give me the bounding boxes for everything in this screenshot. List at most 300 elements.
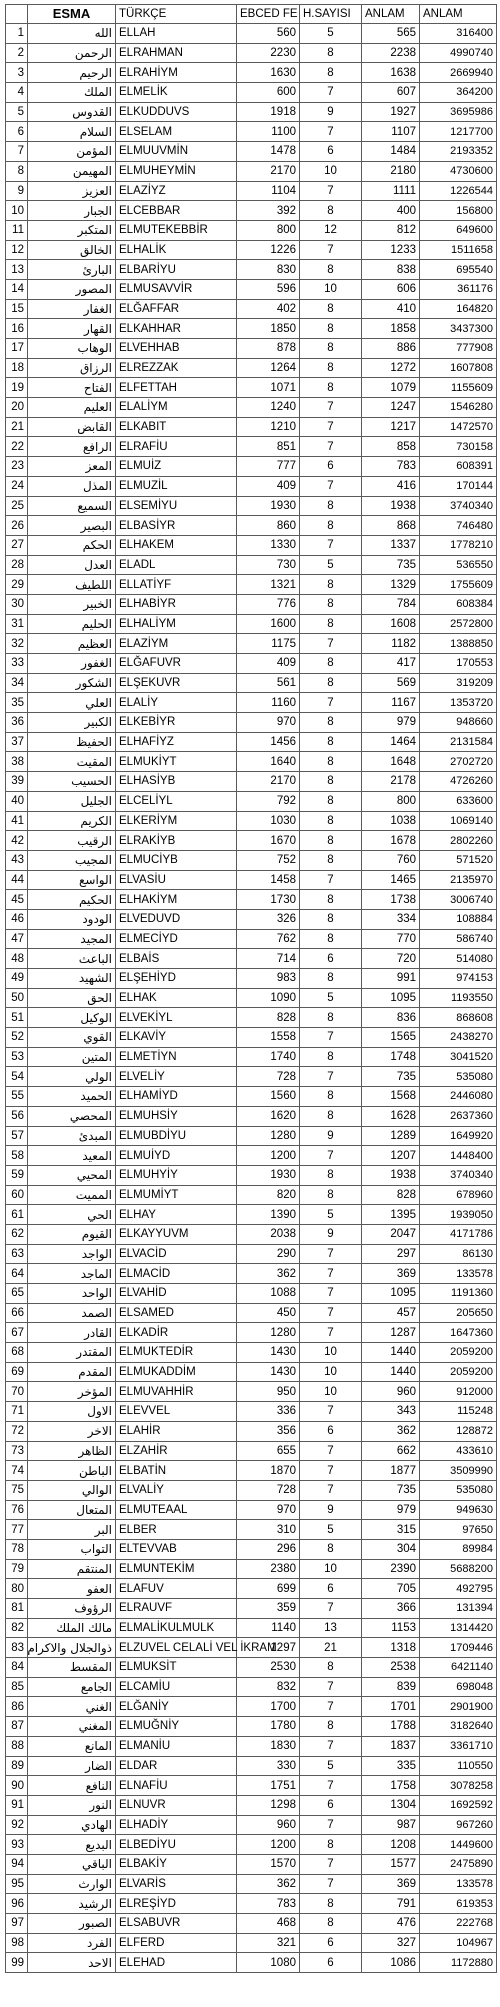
anlam-product: 649600	[420, 220, 497, 240]
turkish-name: ELMUVAHHİR	[116, 1382, 237, 1402]
table-row	[6, 988, 497, 1008]
ebced-value: 2170	[237, 772, 300, 792]
letter-count: 8	[300, 1539, 362, 1559]
ebced-value: 1240	[237, 398, 300, 418]
letter-count: 8	[300, 260, 362, 280]
anlam-product: 86130	[420, 1244, 497, 1264]
row-number: 32	[6, 634, 28, 654]
table-row	[6, 949, 497, 969]
anlam-product: 3006740	[420, 890, 497, 910]
table-row	[6, 752, 497, 772]
arabic-name: المؤمن	[28, 142, 116, 162]
anlam-product: 492795	[420, 1579, 497, 1599]
row-number: 28	[6, 555, 28, 575]
arabic-name: الباقي	[28, 1854, 116, 1874]
table-row	[6, 1284, 497, 1304]
ebced-value: 1226	[237, 240, 300, 260]
table-row	[6, 1323, 497, 1343]
row-number: 30	[6, 594, 28, 614]
ebced-value: 1600	[237, 614, 300, 634]
table-row	[6, 1776, 497, 1796]
anlam-product: 1155609	[420, 378, 497, 398]
arabic-name: الفتاح	[28, 378, 116, 398]
ebced-value: 776	[237, 594, 300, 614]
letter-count: 8	[300, 1008, 362, 1028]
table-row	[6, 831, 497, 851]
arabic-name: المقتدر	[28, 1343, 116, 1363]
ebced-value: 1630	[237, 63, 300, 83]
table-row	[6, 83, 497, 103]
arabic-name: السميع	[28, 496, 116, 516]
row-number: 71	[6, 1402, 28, 1422]
row-number: 39	[6, 772, 28, 792]
anlam-value: 335	[362, 1756, 420, 1776]
arabic-name: الحسيب	[28, 772, 116, 792]
arabic-name: الجليل	[28, 791, 116, 811]
arabic-name: مالك الملك	[28, 1618, 116, 1638]
row-number: 86	[6, 1697, 28, 1717]
letter-count: 9	[300, 102, 362, 122]
letter-count: 7	[300, 1402, 362, 1422]
row-number: 76	[6, 1500, 28, 1520]
table-row	[6, 1933, 497, 1953]
table-row	[6, 673, 497, 693]
ebced-value: 1670	[237, 831, 300, 851]
ebced-value: 1297	[237, 1638, 300, 1658]
letter-count: 8	[300, 929, 362, 949]
ebced-value: 1930	[237, 496, 300, 516]
turkish-name: ELTEVVAB	[116, 1539, 237, 1559]
table-row	[6, 1382, 497, 1402]
ebced-value: 832	[237, 1677, 300, 1697]
letter-count: 7	[300, 1146, 362, 1166]
anlam-product: 2438270	[420, 1028, 497, 1048]
anlam-value: 1758	[362, 1776, 420, 1796]
anlam-product: 608384	[420, 594, 497, 614]
turkish-name: ELFERD	[116, 1933, 237, 1953]
anlam-value: 1095	[362, 1284, 420, 1304]
row-number: 26	[6, 516, 28, 536]
letter-count: 8	[300, 772, 362, 792]
turkish-name: ELVACİD	[116, 1244, 237, 1264]
anlam-value: 979	[362, 713, 420, 733]
table-row	[6, 1461, 497, 1481]
anlam-value: 886	[362, 339, 420, 359]
row-number: 83	[6, 1638, 28, 1658]
table-row	[6, 1736, 497, 1756]
table-row	[6, 1303, 497, 1323]
turkish-name: ELKADİR	[116, 1323, 237, 1343]
table-row	[6, 654, 497, 674]
turkish-name: ELAZİYM	[116, 634, 237, 654]
ebced-value: 1751	[237, 1776, 300, 1796]
letter-count: 7	[300, 1303, 362, 1323]
arabic-name: الهادي	[28, 1815, 116, 1835]
table-row	[6, 161, 497, 181]
anlam-value: 416	[362, 476, 420, 496]
row-number: 72	[6, 1421, 28, 1441]
ebced-value: 950	[237, 1382, 300, 1402]
arabic-name: الاحد	[28, 1953, 116, 1973]
row-number: 40	[6, 791, 28, 811]
table-row	[6, 1638, 497, 1658]
arabic-name: الله	[28, 24, 116, 44]
turkish-name: ELCELİYL	[116, 791, 237, 811]
header-anlam: ANLAM	[362, 5, 420, 24]
turkish-name: ELVALİY	[116, 1480, 237, 1500]
turkish-name: ELMUĞNİY	[116, 1717, 237, 1737]
anlam-product: 170553	[420, 654, 497, 674]
table-row	[6, 693, 497, 713]
ebced-value: 1558	[237, 1028, 300, 1048]
letter-count: 8	[300, 1087, 362, 1107]
arabic-name: المعيد	[28, 1146, 116, 1166]
letter-count: 9	[300, 1224, 362, 1244]
letter-count: 7	[300, 1736, 362, 1756]
ebced-value: 596	[237, 279, 300, 299]
arabic-name: الصبور	[28, 1914, 116, 1934]
turkish-name: ELMUİYD	[116, 1146, 237, 1166]
letter-count: 6	[300, 457, 362, 477]
table-row	[6, 457, 497, 477]
row-number: 23	[6, 457, 28, 477]
table-row	[6, 1795, 497, 1815]
arabic-name: المذل	[28, 476, 116, 496]
anlam-product: 156800	[420, 201, 497, 221]
anlam-product: 1448400	[420, 1146, 497, 1166]
table-row	[6, 614, 497, 634]
row-number: 84	[6, 1658, 28, 1678]
turkish-name: ELVAHİD	[116, 1284, 237, 1304]
turkish-name: ELHAMİYD	[116, 1087, 237, 1107]
anlam-value: 1272	[362, 358, 420, 378]
row-number: 47	[6, 929, 28, 949]
ebced-value: 1175	[237, 634, 300, 654]
table-row	[6, 339, 497, 359]
row-number: 19	[6, 378, 28, 398]
arabic-name: الحق	[28, 988, 116, 1008]
turkish-name: ELBEDİYU	[116, 1835, 237, 1855]
letter-count: 8	[300, 516, 362, 536]
anlam-product: 115248	[420, 1402, 497, 1422]
anlam-product: 535080	[420, 1067, 497, 1087]
table-row	[6, 1559, 497, 1579]
turkish-name: ELKAVİY	[116, 1028, 237, 1048]
ebced-value: 728	[237, 1067, 300, 1087]
ebced-value: 402	[237, 299, 300, 319]
row-number: 50	[6, 988, 28, 1008]
anlam-product: 133578	[420, 1874, 497, 1894]
anlam-value: 783	[362, 457, 420, 477]
arabic-name: الواحد	[28, 1284, 116, 1304]
arabic-name: الغفور	[28, 654, 116, 674]
arabic-name: الغني	[28, 1697, 116, 1717]
letter-count: 7	[300, 1480, 362, 1500]
letter-count: 5	[300, 1520, 362, 1540]
turkish-name: ELBASİYR	[116, 516, 237, 536]
header-esma: ESMA	[28, 5, 116, 24]
anlam-product: 3361710	[420, 1736, 497, 1756]
arabic-name: الاول	[28, 1402, 116, 1422]
arabic-name: الغفار	[28, 299, 116, 319]
row-number: 16	[6, 319, 28, 339]
table-row	[6, 890, 497, 910]
anlam-value: 1927	[362, 102, 420, 122]
row-number: 46	[6, 909, 28, 929]
anlam-value: 1304	[362, 1795, 420, 1815]
turkish-name: ELBAİS	[116, 949, 237, 969]
anlam-product: 319209	[420, 673, 497, 693]
anlam-product: 133578	[420, 1264, 497, 1284]
table-row	[6, 1185, 497, 1205]
ebced-value: 1080	[237, 1953, 300, 1973]
letter-count: 7	[300, 870, 362, 890]
table-row	[6, 201, 497, 221]
turkish-name: ELRAHİYM	[116, 63, 237, 83]
ebced-value: 1700	[237, 1697, 300, 1717]
letter-count: 8	[300, 201, 362, 221]
table-row	[6, 1441, 497, 1461]
turkish-name: ELKAHHAR	[116, 319, 237, 339]
arabic-name: المصور	[28, 279, 116, 299]
anlam-value: 1628	[362, 1106, 420, 1126]
turkish-name: ELVASİU	[116, 870, 237, 890]
letter-count: 10	[300, 279, 362, 299]
anlam-value: 858	[362, 437, 420, 457]
letter-count: 7	[300, 1323, 362, 1343]
arabic-name: المحصي	[28, 1106, 116, 1126]
table-row	[6, 1539, 497, 1559]
anlam-product: 571520	[420, 850, 497, 870]
anlam-product: 2802260	[420, 831, 497, 851]
ebced-value: 752	[237, 850, 300, 870]
row-number: 9	[6, 181, 28, 201]
letter-count: 8	[300, 339, 362, 359]
ebced-value: 409	[237, 476, 300, 496]
anlam-value: 979	[362, 1500, 420, 1520]
anlam-product: 2475890	[420, 1854, 497, 1874]
table-row	[6, 535, 497, 555]
letter-count: 8	[300, 831, 362, 851]
ebced-value: 1560	[237, 1087, 300, 1107]
table-body	[6, 24, 497, 1973]
letter-count: 8	[300, 1658, 362, 1678]
anlam-value: 2238	[362, 43, 420, 63]
ebced-value: 1620	[237, 1106, 300, 1126]
anlam-value: 991	[362, 969, 420, 989]
row-number: 60	[6, 1185, 28, 1205]
arabic-name: الكبير	[28, 713, 116, 733]
anlam-value: 569	[362, 673, 420, 693]
row-number: 7	[6, 142, 28, 162]
arabic-name: الجبار	[28, 201, 116, 221]
anlam-product: 698048	[420, 1677, 497, 1697]
ebced-value: 970	[237, 1500, 300, 1520]
row-number: 10	[6, 201, 28, 221]
ebced-value: 1390	[237, 1205, 300, 1225]
turkish-name: ELADL	[116, 555, 237, 575]
anlam-product: 364200	[420, 83, 497, 103]
ebced-value: 1280	[237, 1323, 300, 1343]
arabic-name: الرزاق	[28, 358, 116, 378]
table-row	[6, 1815, 497, 1835]
row-number: 73	[6, 1441, 28, 1461]
turkish-name: ELBATİN	[116, 1461, 237, 1481]
table-row	[6, 1579, 497, 1599]
arabic-name: الفرد	[28, 1933, 116, 1953]
arabic-name: العظيم	[28, 634, 116, 654]
anlam-value: 1111	[362, 181, 420, 201]
anlam-value: 838	[362, 260, 420, 280]
row-number: 89	[6, 1756, 28, 1776]
table-row	[6, 575, 497, 595]
arabic-name: الحليم	[28, 614, 116, 634]
arabic-name: العفو	[28, 1579, 116, 1599]
row-number: 54	[6, 1067, 28, 1087]
row-number: 4	[6, 83, 28, 103]
anlam-value: 1565	[362, 1028, 420, 1048]
anlam-product: 128872	[420, 1421, 497, 1441]
anlam-product: 868608	[420, 1008, 497, 1028]
ebced-value: 2530	[237, 1658, 300, 1678]
turkish-name: ELMALİKULMULK	[116, 1618, 237, 1638]
ebced-value: 362	[237, 1264, 300, 1284]
row-number: 1	[6, 24, 28, 44]
anlam-value: 476	[362, 1914, 420, 1934]
table-row	[6, 358, 497, 378]
anlam-product: 4990740	[420, 43, 497, 63]
ebced-value: 359	[237, 1599, 300, 1619]
row-number: 21	[6, 417, 28, 437]
row-number: 95	[6, 1874, 28, 1894]
turkish-name: ELALİYM	[116, 398, 237, 418]
row-number: 33	[6, 654, 28, 674]
anlam-product: 1511658	[420, 240, 497, 260]
letter-count: 8	[300, 1894, 362, 1914]
anlam-value: 1788	[362, 1717, 420, 1737]
turkish-name: ELLATİYF	[116, 575, 237, 595]
anlam-product: 1217700	[420, 122, 497, 142]
table-row	[6, 260, 497, 280]
turkish-name: ELKAYYUVM	[116, 1224, 237, 1244]
row-number: 37	[6, 732, 28, 752]
arabic-name: الواجد	[28, 1244, 116, 1264]
anlam-product: 222768	[420, 1914, 497, 1934]
anlam-product: 89984	[420, 1539, 497, 1559]
letter-count: 8	[300, 969, 362, 989]
anlam-product: 361176	[420, 279, 497, 299]
row-number: 8	[6, 161, 28, 181]
arabic-name: الخبير	[28, 594, 116, 614]
arabic-name: الحكيم	[28, 890, 116, 910]
row-number: 18	[6, 358, 28, 378]
row-number: 17	[6, 339, 28, 359]
turkish-name: ELDAR	[116, 1756, 237, 1776]
ebced-value: 1870	[237, 1461, 300, 1481]
turkish-name: ELHALİYM	[116, 614, 237, 634]
turkish-name: ELMUCİYB	[116, 850, 237, 870]
anlam-product: 1607808	[420, 358, 497, 378]
letter-count: 8	[300, 713, 362, 733]
arabic-name: المجيب	[28, 850, 116, 870]
arabic-name: الملك	[28, 83, 116, 103]
anlam-product: 1939050	[420, 1205, 497, 1225]
anlam-value: 1233	[362, 240, 420, 260]
anlam-value: 720	[362, 949, 420, 969]
turkish-name: ELMUKİYT	[116, 752, 237, 772]
row-number: 96	[6, 1894, 28, 1914]
ebced-value: 468	[237, 1914, 300, 1934]
row-number: 66	[6, 1303, 28, 1323]
anlam-product: 1193550	[420, 988, 497, 1008]
row-number: 82	[6, 1618, 28, 1638]
ebced-value: 1100	[237, 122, 300, 142]
row-number: 5	[6, 102, 28, 122]
arabic-name: القدوس	[28, 102, 116, 122]
turkish-name: ELLAH	[116, 24, 237, 44]
table-row	[6, 181, 497, 201]
arabic-name: الاخر	[28, 1421, 116, 1441]
turkish-name: ELAZİYZ	[116, 181, 237, 201]
turkish-name: ELBAKİY	[116, 1854, 237, 1874]
header-ebced: EBCED FE	[237, 5, 300, 24]
arabic-name: التواب	[28, 1539, 116, 1559]
arabic-name: الحكم	[28, 535, 116, 555]
arabic-name: المانع	[28, 1736, 116, 1756]
table-row	[6, 1894, 497, 1914]
turkish-name: ELMUKTEDİR	[116, 1343, 237, 1363]
ebced-value: 728	[237, 1480, 300, 1500]
turkish-name: ELMUİZ	[116, 457, 237, 477]
anlam-product: 4171786	[420, 1224, 497, 1244]
turkish-name: ELHAY	[116, 1205, 237, 1225]
anlam-value: 1938	[362, 496, 420, 516]
table-row	[6, 240, 497, 260]
row-number: 62	[6, 1224, 28, 1244]
row-number: 31	[6, 614, 28, 634]
anlam-value: 1464	[362, 732, 420, 752]
table-row	[6, 1047, 497, 1067]
arabic-name: النور	[28, 1795, 116, 1815]
row-number: 14	[6, 279, 28, 299]
turkish-name: ELZUVEL CELALİ VEL İKRAM	[116, 1638, 237, 1658]
table-row	[6, 594, 497, 614]
letter-count: 7	[300, 535, 362, 555]
letter-count: 6	[300, 1933, 362, 1953]
turkish-name: ELMUBDİYU	[116, 1126, 237, 1146]
ebced-value: 1830	[237, 1736, 300, 1756]
ebced-value: 1088	[237, 1284, 300, 1304]
arabic-name: البر	[28, 1520, 116, 1540]
arabic-name: المقدم	[28, 1362, 116, 1382]
arabic-name: المتعال	[28, 1500, 116, 1520]
anlam-value: 1858	[362, 319, 420, 339]
table-row	[6, 772, 497, 792]
table-row	[6, 1520, 497, 1540]
ebced-value: 1104	[237, 181, 300, 201]
arabic-name: الشكور	[28, 673, 116, 693]
letter-count: 8	[300, 319, 362, 339]
anlam-product: 1353720	[420, 693, 497, 713]
anlam-value: 735	[362, 555, 420, 575]
anlam-value: 1318	[362, 1638, 420, 1658]
anlam-value: 1938	[362, 1165, 420, 1185]
anlam-product: 633600	[420, 791, 497, 811]
letter-count: 9	[300, 1126, 362, 1146]
anlam-value: 1837	[362, 1736, 420, 1756]
letter-count: 7	[300, 417, 362, 437]
letter-count: 10	[300, 1559, 362, 1579]
